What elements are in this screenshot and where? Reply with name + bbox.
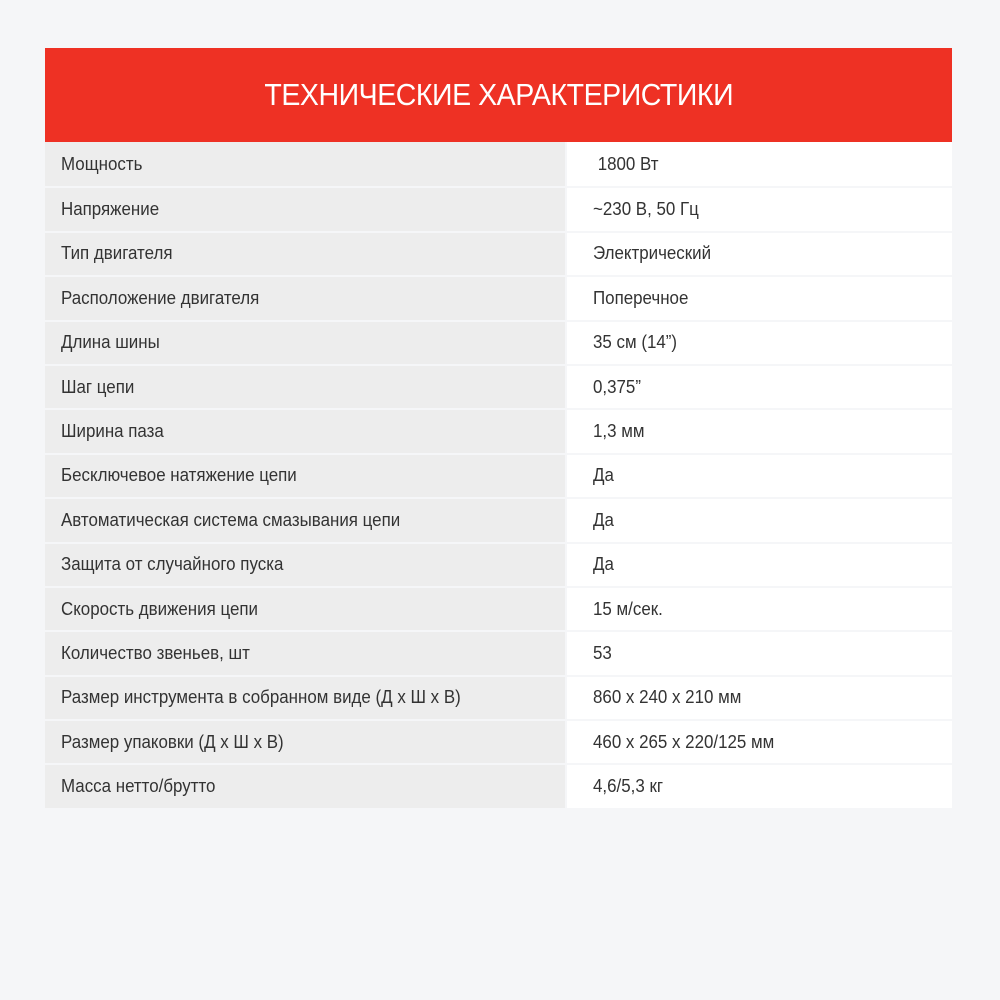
spec-value-text: Да (593, 465, 614, 486)
table-row (45, 677, 952, 719)
table-row (45, 499, 952, 541)
table-row (45, 277, 952, 319)
spec-label (45, 499, 565, 541)
spec-label-text: Скорость движения цепи (61, 598, 259, 619)
table-row (45, 233, 952, 275)
spec-label-text: Мощность (61, 153, 143, 174)
spec-label-text: Количество звеньев, шт (61, 642, 250, 663)
table-row (45, 410, 952, 452)
spec-label (45, 765, 565, 807)
table-row (45, 544, 952, 586)
spec-label-text: Размер инструмента в собранном виде (Д х Ш х В) (61, 687, 461, 708)
spec-label (45, 142, 565, 186)
spec-value-text: 860 х 240 х 210 мм (593, 687, 742, 708)
spec-value-text: ~230 В, 50 Гц (593, 199, 699, 220)
spec-value-text: 1,3 мм (593, 421, 645, 442)
spec-value (567, 142, 952, 186)
spec-value-text: Электрический (593, 243, 712, 264)
table-row (45, 588, 952, 630)
spec-value (567, 188, 952, 230)
spec-label-text: Автоматическая система смазывания цепи (61, 509, 401, 530)
spec-label (45, 632, 565, 674)
table-row (45, 632, 952, 674)
spec-value (567, 499, 952, 541)
spec-value (567, 544, 952, 586)
page-title: ТЕХНИЧЕСКИЕ ХАРАКТЕРИСТИКИ (264, 77, 733, 112)
spec-value-text: 53 (593, 642, 612, 663)
table-row (45, 721, 952, 763)
spec-label-text: Шаг цепи (61, 376, 135, 397)
table-row (45, 455, 952, 497)
spec-value (567, 410, 952, 452)
table-row (45, 188, 952, 230)
spec-label (45, 188, 565, 230)
spec-value-text: Да (593, 509, 614, 530)
spec-value (567, 322, 952, 364)
table-row (45, 142, 952, 186)
spec-value (567, 721, 952, 763)
spec-label-text: Тип двигателя (61, 243, 173, 264)
spec-value (567, 233, 952, 275)
spec-value (567, 632, 952, 674)
spec-value-text: 4,6/5,3 кг (593, 776, 664, 797)
spec-label-text: Масса нетто/брутто (61, 776, 216, 797)
spec-label (45, 544, 565, 586)
spec-label-text: Длина шины (61, 332, 160, 353)
spec-value-text: Поперечное (593, 287, 689, 308)
table-row (45, 765, 952, 807)
spec-value (567, 455, 952, 497)
spec-label-text: Размер упаковки (Д х Ш х В) (61, 731, 284, 752)
spec-label (45, 233, 565, 275)
spec-label (45, 455, 565, 497)
spec-label-text: Защита от случайного пуска (61, 554, 284, 575)
spec-label (45, 366, 565, 408)
spec-header (45, 48, 952, 142)
spec-label (45, 677, 565, 719)
spec-label-text: Бесключевое натяжение цепи (61, 465, 297, 486)
spec-table (45, 48, 952, 808)
spec-value (567, 277, 952, 319)
spec-value (567, 765, 952, 807)
spec-value-text: 460 х 265 х 220/125 мм (593, 731, 775, 752)
spec-value-text: 0,375” (593, 376, 641, 397)
spec-label-text: Расположение двигателя (61, 287, 260, 308)
spec-rows (45, 142, 952, 808)
spec-label (45, 410, 565, 452)
spec-value (567, 677, 952, 719)
spec-value (567, 366, 952, 408)
spec-value-text: 1800 Вт (593, 153, 659, 174)
spec-label (45, 322, 565, 364)
spec-label (45, 588, 565, 630)
spec-label-text: Напряжение (61, 199, 160, 220)
spec-value (567, 588, 952, 630)
spec-value-text: 35 см (14”) (593, 332, 678, 353)
spec-label (45, 721, 565, 763)
spec-value-text: Да (593, 554, 614, 575)
table-row (45, 322, 952, 364)
spec-label-text: Ширина паза (61, 421, 164, 442)
table-row (45, 366, 952, 408)
spec-label (45, 277, 565, 319)
spec-value-text: 15 м/сек. (593, 598, 663, 619)
